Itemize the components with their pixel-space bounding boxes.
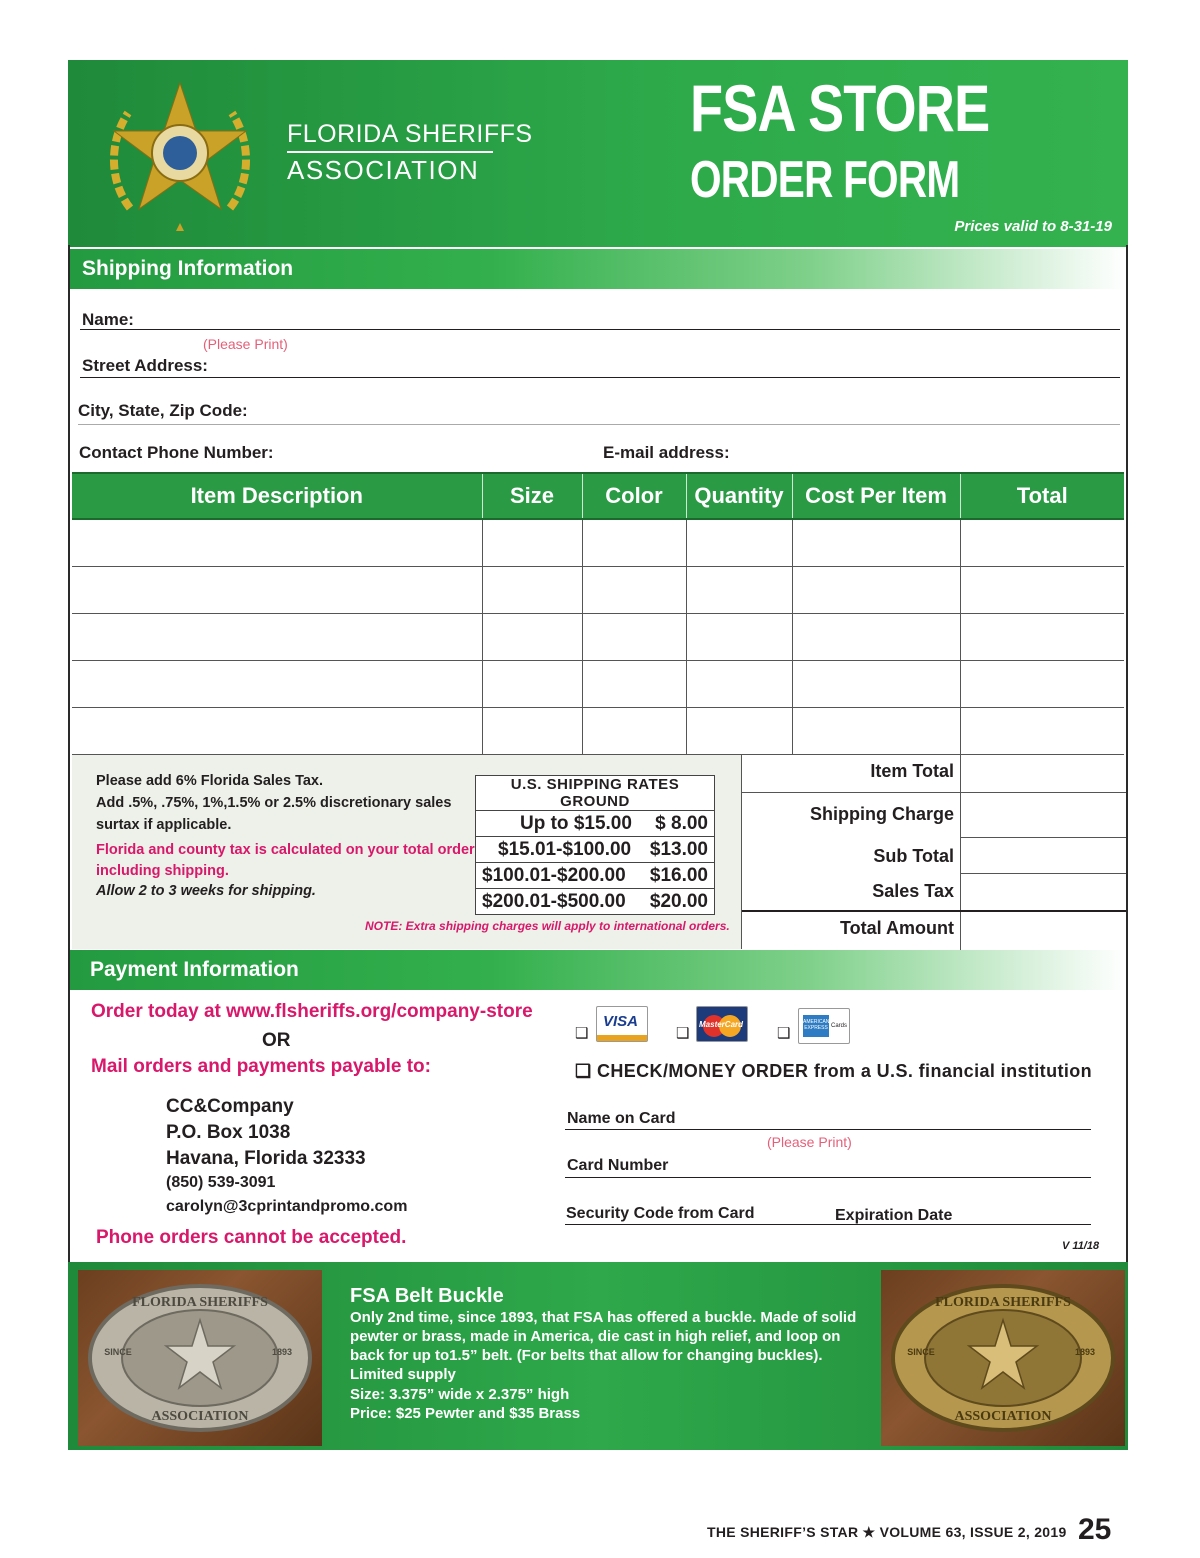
page-number: 25	[1078, 1513, 1112, 1546]
shipping-section-header: Shipping Information	[70, 249, 1126, 289]
pewter-emblem-top: FLORIDA SHERIFFS	[132, 1295, 268, 1310]
rate-price: $13.00	[649, 838, 708, 860]
buckle-size: Size: 3.375” wide x 2.375” high	[350, 1386, 570, 1403]
shipping-rates-table	[475, 775, 715, 915]
table-row	[72, 566, 1124, 613]
tax-note-line2: Add .5%, .75%, 1%,1.5% or 2.5% discretionary sales	[96, 795, 452, 811]
cost-cell[interactable]	[792, 566, 960, 613]
size-cell[interactable]	[482, 519, 582, 566]
buckle-description-line: pewter or brass, made in America, die cast in high relief, and loop on	[350, 1328, 841, 1345]
check-option-label: CHECK/MONEY ORDER from a U.S. financial institution	[596, 1061, 1093, 1081]
col-quantity: Quantity	[686, 473, 792, 519]
security-expiration-field[interactable]	[565, 1224, 1091, 1225]
city-state-zip-label: City, State, Zip Code:	[78, 401, 248, 420]
item-description-cell[interactable]	[72, 707, 482, 754]
table-row	[72, 519, 1124, 566]
sales-tax-field[interactable]	[962, 874, 1126, 910]
quantity-cell[interactable]	[686, 566, 792, 613]
expiration-date-label: Expiration Date	[835, 1207, 953, 1224]
col-cost-per-item: Cost Per Item	[792, 473, 960, 519]
table-row	[72, 613, 1124, 660]
shipping-time-note: Allow 2 to 3 weeks for shipping.	[96, 883, 316, 899]
brass-buckle-image	[881, 1270, 1125, 1446]
mastercard-checkbox[interactable]: ❑	[676, 1025, 690, 1042]
total-cell[interactable]	[960, 519, 1124, 566]
shipping-charge-label: Shipping Charge	[810, 804, 954, 824]
table-row	[476, 837, 715, 863]
page-subtitle: ORDER FORM	[690, 151, 960, 209]
mail-orders-heading: Mail orders and payments payable to:	[91, 1056, 431, 1077]
buckle-title: FSA Belt Buckle	[350, 1285, 504, 1307]
color-cell[interactable]	[582, 519, 686, 566]
name-on-card-field[interactable]	[565, 1129, 1091, 1130]
rate-price: $20.00	[649, 890, 708, 912]
color-cell[interactable]	[582, 660, 686, 707]
quantity-cell[interactable]	[686, 660, 792, 707]
cost-cell[interactable]	[792, 613, 960, 660]
size-cell[interactable]	[482, 707, 582, 754]
street-address-field[interactable]	[80, 377, 1120, 378]
item-description-cell[interactable]	[72, 660, 482, 707]
pewter-buckle-photo	[78, 1270, 322, 1446]
city-state-zip-field[interactable]	[78, 424, 1120, 425]
pewter-emblem-bottom: ASSOCIATION	[151, 1409, 249, 1424]
tax-note-line3: surtax if applicable.	[96, 817, 232, 833]
email-label: E-mail address:	[603, 443, 730, 462]
form-version: V 11/18	[1062, 1240, 1100, 1252]
no-phone-orders-note: Phone orders cannot be accepted.	[96, 1227, 407, 1248]
item-description-cell[interactable]	[72, 613, 482, 660]
color-cell[interactable]	[582, 566, 686, 613]
association-name-line1: FLORIDA SHERIFFS	[287, 120, 533, 148]
buckle-price: Price: $25 Pewter and $35 Brass	[350, 1405, 581, 1422]
publication-footer: THE SHERIFF’S STAR ★ VOLUME 63, ISSUE 2, 2019	[707, 1524, 1067, 1540]
please-print-hint: (Please Print)	[203, 336, 288, 352]
col-color: Color	[582, 473, 686, 519]
county-tax-note-line2: including shipping.	[96, 863, 229, 879]
shipping-rates-title: U.S. SHIPPING RATES GROUND	[476, 776, 715, 811]
international-shipping-note: NOTE: Extra shipping charges will apply to international orders.	[365, 919, 730, 933]
total-cell[interactable]	[960, 660, 1124, 707]
name-on-card-label: Name on Card	[567, 1110, 676, 1127]
rate-price: $ 8.00	[655, 812, 708, 834]
please-print-hint: (Please Print)	[767, 1134, 852, 1150]
amex-checkbox[interactable]: ❑	[777, 1025, 791, 1042]
email-field[interactable]	[732, 444, 1120, 464]
quantity-cell[interactable]	[686, 707, 792, 754]
total-cell[interactable]	[960, 566, 1124, 613]
table-row	[476, 811, 715, 837]
tax-note-line1: Please add 6% Florida Sales Tax.	[96, 773, 324, 789]
security-code-label: Security Code from Card	[566, 1205, 755, 1222]
shipping-rates-header	[476, 776, 715, 811]
brass-since: SINCE	[907, 1347, 935, 1357]
pewter-buckle-image	[78, 1270, 322, 1446]
total-amount-field[interactable]	[962, 912, 1126, 950]
quantity-cell[interactable]	[686, 613, 792, 660]
county-tax-note-line1: Florida and county tax is calculated on your total order	[96, 842, 475, 858]
item-total-label: Item Total	[870, 761, 954, 781]
col-total: Total	[960, 473, 1124, 519]
rate-range: Up to $15.00	[520, 812, 632, 834]
page-title: FSA STORE	[690, 71, 990, 145]
color-cell[interactable]	[582, 707, 686, 754]
total-cell[interactable]	[960, 613, 1124, 660]
contact-phone-label: Contact Phone Number:	[79, 443, 274, 462]
sub-total-label: Sub Total	[873, 846, 954, 866]
sales-tax-label: Sales Tax	[872, 881, 954, 901]
table-row	[476, 889, 715, 915]
brass-year: 1893	[1074, 1347, 1096, 1357]
card-number-label: Card Number	[567, 1157, 669, 1174]
visa-stripe	[597, 1035, 647, 1041]
buckle-description-line: Limited supply	[350, 1366, 456, 1383]
card-number-field[interactable]	[565, 1177, 1091, 1178]
col-size: Size	[482, 473, 582, 519]
visa-checkbox[interactable]: ❑	[575, 1025, 589, 1042]
order-totals	[742, 755, 1126, 950]
brass-buckle-photo	[881, 1270, 1125, 1446]
item-description-cell[interactable]	[72, 519, 482, 566]
rate-range: $200.01-$500.00	[482, 890, 626, 912]
checkbox-glyph: ❑	[575, 1061, 597, 1081]
item-total-field[interactable]	[962, 755, 1126, 792]
quantity-cell[interactable]	[686, 519, 792, 566]
company-name: CC&Company	[166, 1096, 294, 1117]
po-box: P.O. Box 1038	[166, 1122, 291, 1143]
mastercard-logo-text: MasterCard	[699, 1020, 744, 1029]
buckle-description-line: Only 2nd time, since 1893, that FSA has offered a buckle. Made of solid	[350, 1309, 857, 1326]
size-cell[interactable]	[482, 566, 582, 613]
name-label: Name:	[82, 310, 134, 329]
size-cell[interactable]	[482, 613, 582, 660]
table-row	[72, 707, 1124, 754]
col-item-description: Item Description	[72, 473, 482, 519]
brass-emblem-top: FLORIDA SHERIFFS	[935, 1295, 1071, 1310]
or-separator: OR	[262, 1030, 291, 1051]
total-cell[interactable]	[960, 707, 1124, 754]
pewter-since: SINCE	[104, 1347, 132, 1357]
street-address-label: Street Address:	[82, 356, 208, 375]
rate-range: $100.01-$200.00	[482, 864, 626, 886]
contact-email[interactable]: carolyn@3cprintandpromo.com	[166, 1198, 408, 1215]
order-online-link[interactable]: Order today at www.flsheriffs.org/company-store	[91, 1001, 533, 1022]
check-money-order-option[interactable]	[575, 1061, 1092, 1082]
cost-cell[interactable]	[792, 707, 960, 754]
table-row	[476, 863, 715, 889]
visa-logo-text: VISA	[603, 1013, 639, 1030]
rate-price: $16.00	[649, 864, 708, 886]
brass-emblem-bottom: ASSOCIATION	[954, 1409, 1052, 1424]
sheriff-star-seal-logo	[100, 73, 260, 233]
amex-card-icon	[798, 1008, 850, 1044]
payment-section-header: Payment Information	[70, 950, 1126, 990]
table-header-row	[72, 473, 1124, 519]
amex-cards-text: Cards	[831, 1023, 848, 1029]
table-row	[72, 660, 1124, 707]
item-description-cell[interactable]	[72, 566, 482, 613]
contact-phone: (850) 539-3091	[166, 1174, 276, 1191]
sub-total-field[interactable]	[962, 838, 1126, 873]
totals-divider	[960, 755, 961, 950]
cost-cell[interactable]	[792, 519, 960, 566]
name-field[interactable]	[80, 329, 1120, 330]
shipping-charge-field[interactable]	[962, 793, 1126, 837]
association-divider	[287, 151, 493, 153]
pewter-year: 1893	[271, 1347, 293, 1357]
prices-valid-note: Prices valid to 8-31-19	[954, 218, 1112, 235]
cost-cell[interactable]	[792, 660, 960, 707]
rate-range: $15.01-$100.00	[498, 838, 632, 860]
order-items-table	[72, 472, 1124, 755]
visa-card-icon	[596, 1006, 648, 1042]
amex-logo-text: AMERICAN EXPRESS	[803, 1015, 829, 1037]
mastercard-card-icon	[696, 1006, 748, 1042]
color-cell[interactable]	[582, 613, 686, 660]
association-name-line2: ASSOCIATION	[287, 155, 480, 185]
size-cell[interactable]	[482, 660, 582, 707]
city-address: Havana, Florida 32333	[166, 1148, 366, 1169]
total-amount-label: Total Amount	[840, 918, 954, 938]
contact-phone-field[interactable]	[270, 444, 590, 464]
buckle-description-line: back for up to1.5” belt. (For belts that allow for changing buckles).	[350, 1347, 823, 1364]
